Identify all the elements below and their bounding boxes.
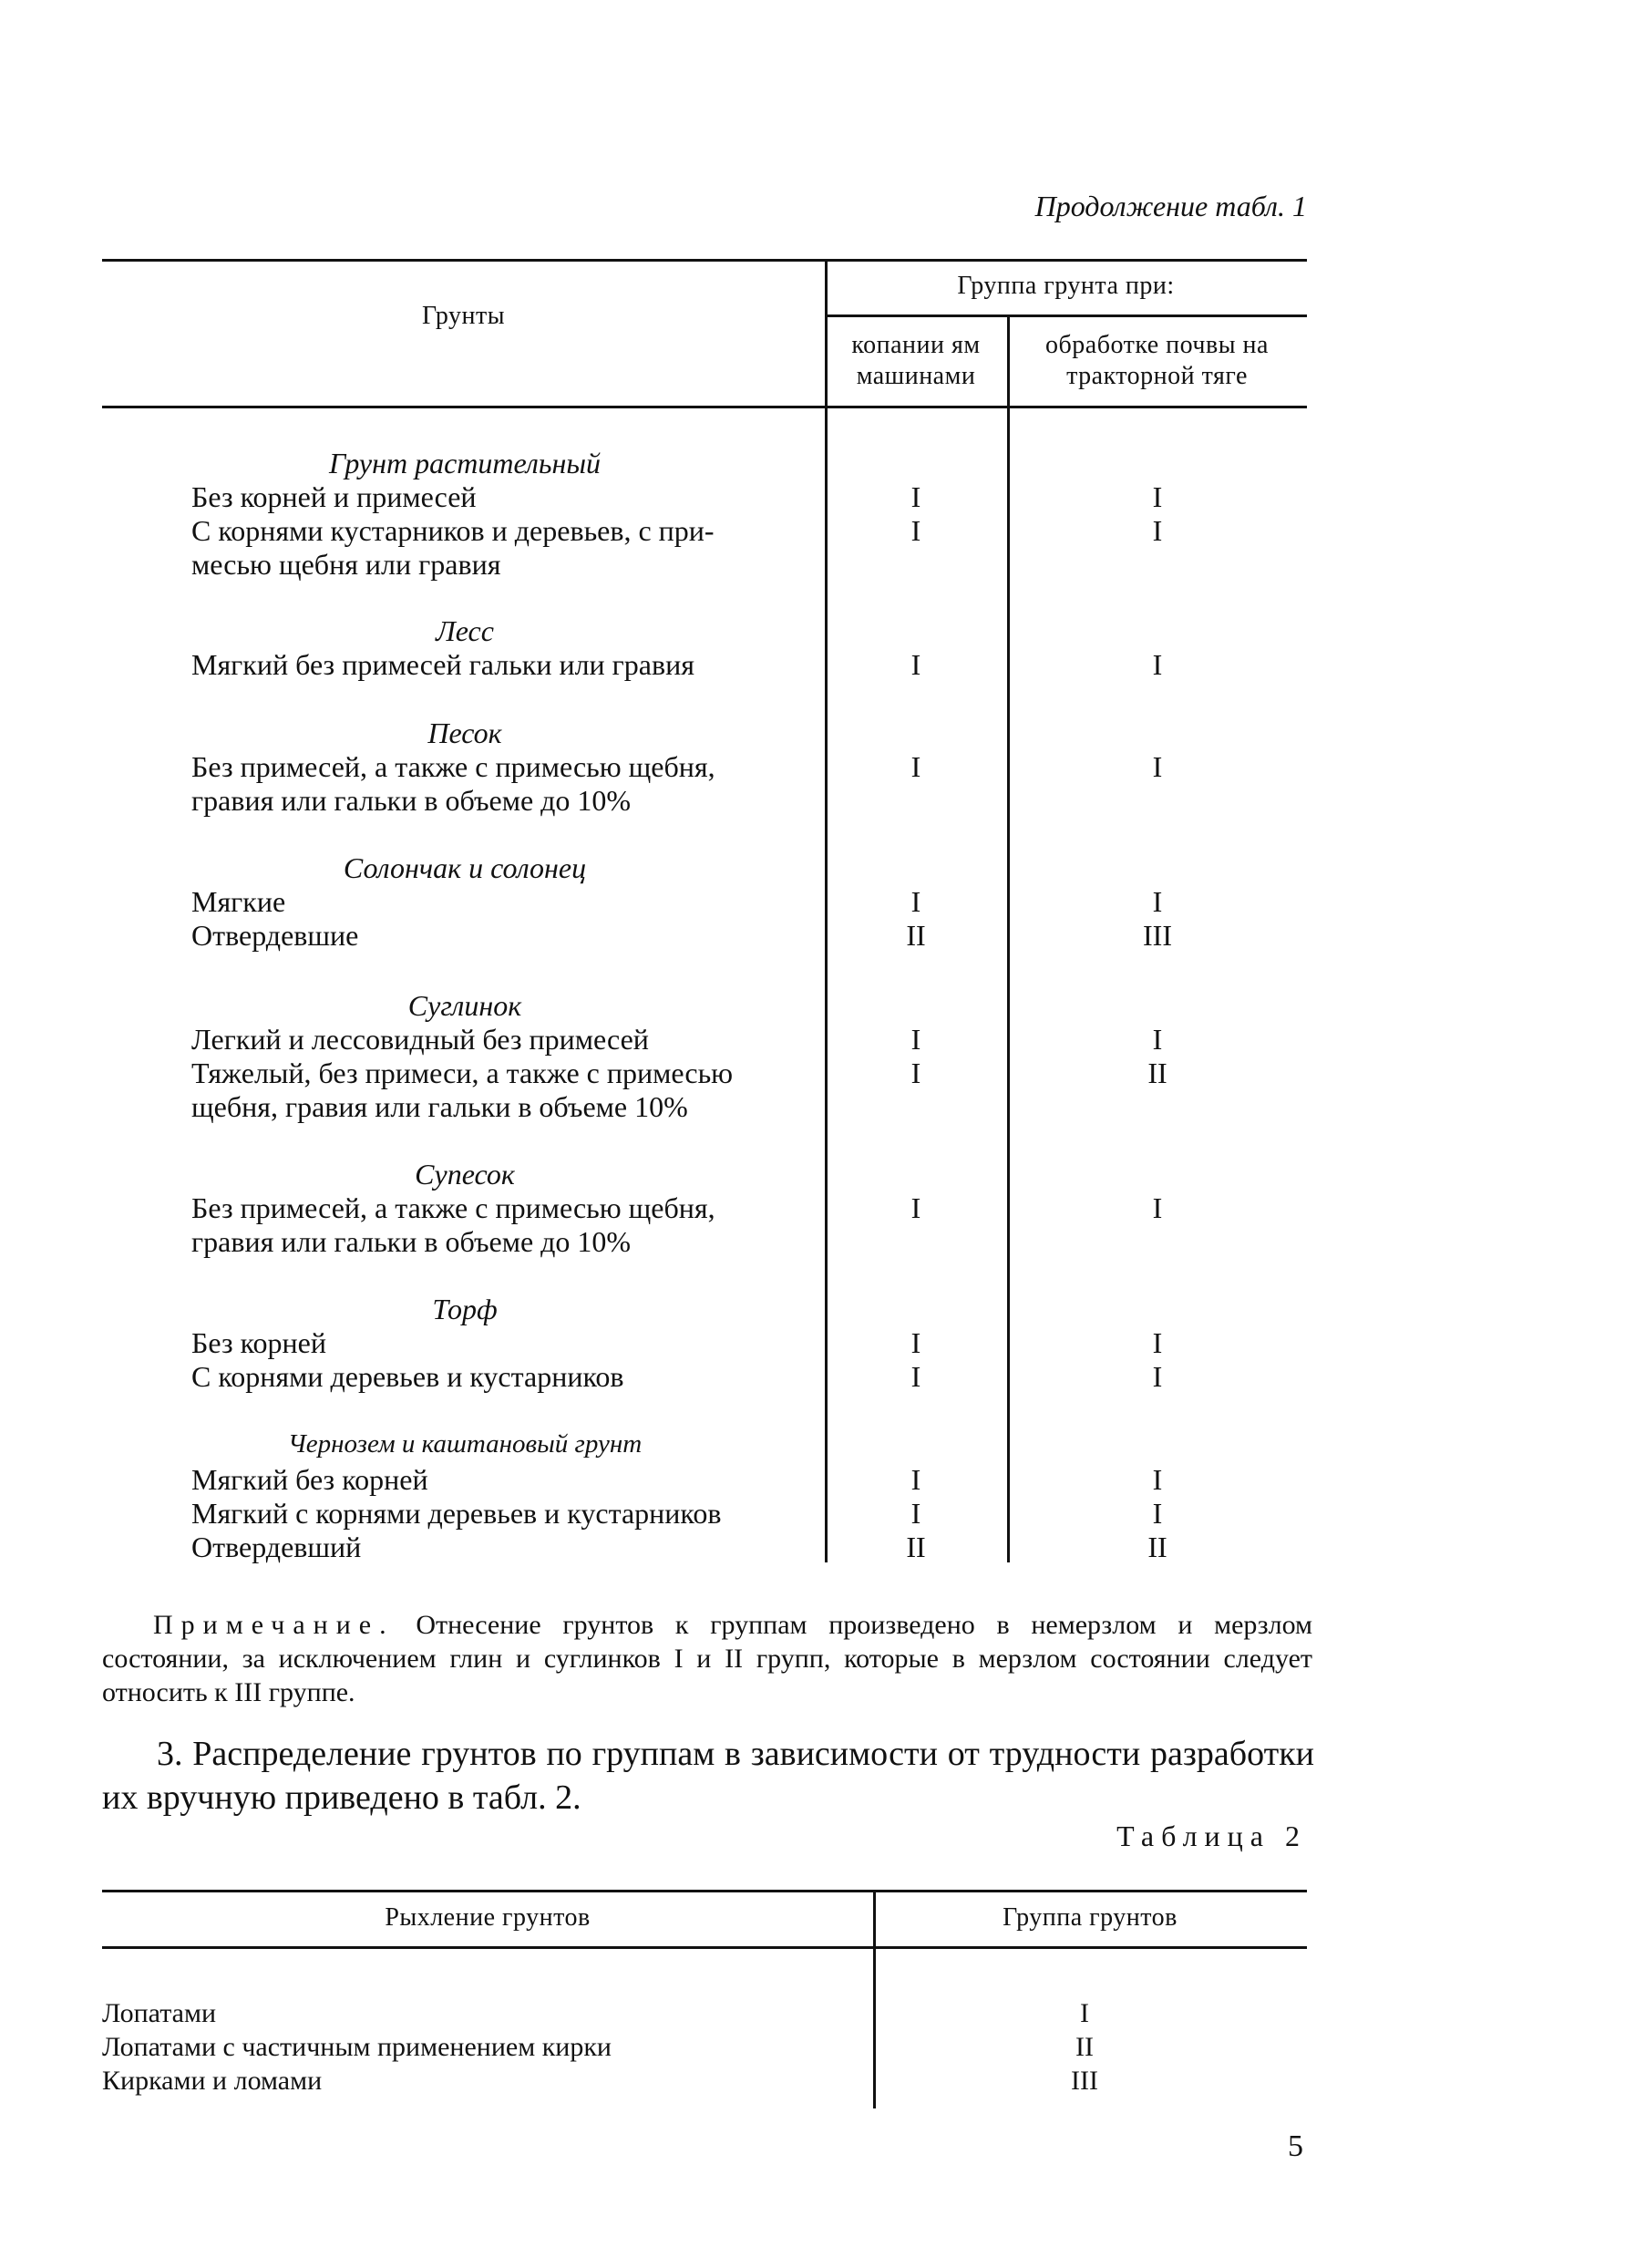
- digging-value: I: [910, 750, 921, 783]
- tractor-value: I: [1152, 750, 1163, 783]
- tractor-value: I: [1152, 480, 1163, 513]
- table-row-label: Мягкие: [191, 885, 286, 918]
- table-row-label: Мягкий с корнями деревьев и кустарников: [191, 1497, 722, 1530]
- digging-value: I: [910, 1023, 921, 1056]
- table-row-label: Без корней и примесей: [191, 480, 477, 513]
- table-row-label: [191, 1057, 811, 1124]
- table-row-label: Мягкий без корней: [191, 1463, 428, 1496]
- continuation-label: Продолжение табл. 1: [1034, 190, 1307, 222]
- group-title: Грунт растительный: [329, 447, 601, 479]
- row-label-line: Без примесей, а также с примесью щебня,: [191, 750, 715, 783]
- tractor-value: II: [1147, 1057, 1167, 1089]
- table-row-label: Легкий и лессовидный без примесей: [191, 1023, 649, 1056]
- table2-header-bottom-border: [102, 1946, 1307, 1949]
- table2-header-loosening: Рыхление грунтов: [385, 1903, 591, 1932]
- table1-header-group: Группа грунта при:: [957, 272, 1175, 300]
- subheader-tractor-line2: тракторной тяге: [1066, 362, 1248, 390]
- table1-subheader-digging: [825, 330, 1007, 392]
- digging-value: I: [910, 648, 921, 681]
- table1-top-border: [102, 259, 1307, 262]
- table2-title: Таблица 2: [1116, 1820, 1307, 1852]
- table1-subheader-tractor: [1007, 330, 1307, 392]
- group-title: Солончак и солонец: [343, 851, 587, 884]
- table1-group-divider: [825, 314, 1307, 317]
- table1-col-divider-2: [1007, 314, 1010, 1562]
- table-row-label: [191, 1191, 811, 1259]
- row-label-line: Тяжелый, без примеси, а также с примесью: [191, 1057, 734, 1089]
- group-title: Суглинок: [407, 989, 522, 1022]
- group-title: Песок: [427, 716, 502, 749]
- group-title: Чернозем и каштановый грунт: [287, 1429, 643, 1459]
- group-title: Супесок: [415, 1158, 515, 1191]
- subheader-digging-line1: копании ям: [851, 331, 981, 359]
- row-label-line: гравия или гальки в объеме до 10%: [191, 784, 632, 817]
- tractor-value: I: [1152, 1326, 1163, 1359]
- table-row-label: [191, 514, 811, 582]
- table-row-label: Отвердевший: [191, 1531, 362, 1563]
- digging-value: I: [910, 480, 921, 513]
- row-label-line: Без примесей, а также с примесью щебня,: [191, 1191, 715, 1224]
- table2-top-border: [102, 1890, 1307, 1892]
- digging-value: I: [910, 885, 921, 918]
- tractor-value: I: [1152, 514, 1163, 547]
- page-number: 5: [1288, 2129, 1303, 2163]
- digging-value: I: [910, 1360, 921, 1393]
- group-title: Торф: [432, 1293, 498, 1325]
- digging-value: I: [910, 1057, 921, 1089]
- table-row-label: Без корней: [191, 1326, 326, 1359]
- table2-header-group: Группа грунтов: [1003, 1903, 1178, 1932]
- table-row-label: [191, 750, 811, 818]
- digging-value: I: [910, 1326, 921, 1359]
- table-row-label: Лопатами: [102, 1998, 217, 2028]
- group-value: III: [1071, 2066, 1098, 2096]
- digging-value: II: [906, 1531, 926, 1563]
- subheader-tractor-line1: обработке почвы на: [1045, 331, 1269, 359]
- tractor-value: I: [1152, 1497, 1163, 1530]
- digging-value: I: [910, 514, 921, 547]
- tractor-value: I: [1152, 1023, 1163, 1056]
- tractor-value: II: [1147, 1531, 1167, 1563]
- table-row-label: Мягкий без примесей гальки или гравия: [191, 648, 694, 681]
- table1-col-divider-1: [825, 259, 828, 1562]
- digging-value: I: [910, 1463, 921, 1496]
- group-value: II: [1075, 2032, 1094, 2062]
- row-label-line: гравия или гальки в объеме до 10%: [191, 1225, 632, 1258]
- group-title: Лесс: [436, 614, 494, 647]
- note-label: Примечание.: [153, 1610, 395, 1640]
- table-row-label: С корнями деревьев и кустарников: [191, 1360, 624, 1393]
- row-label-line: С корнями кустарников и деревьев, с при-: [191, 514, 715, 547]
- row-label-line: месью щебня или гравия: [191, 548, 501, 581]
- paragraph-3: 3. Распределение грунтов по группам в зависимости от трудности разработки их вручную приведено в табл. 2.: [102, 1735, 1314, 1817]
- tractor-value: I: [1152, 648, 1163, 681]
- subheader-digging-line2: машинами: [856, 362, 976, 390]
- table1-header-soils: Грунты: [421, 302, 506, 330]
- table-row-label: Отвердевшие: [191, 919, 359, 952]
- tractor-value: I: [1152, 1360, 1163, 1393]
- note-text: Отнесение грунтов к группам произведено в немерзлом и мерзлом состоянии, за исключением глин и суглинков I и II групп, которые в мерзлом состоянии следует относить к III группе.: [102, 1610, 1312, 1707]
- digging-value: I: [910, 1191, 921, 1224]
- table-row-label: Кирками и ломами: [102, 2066, 323, 2096]
- table-row-label: Лопатами с частичным применением кирки: [102, 2032, 612, 2062]
- table1-header-bottom-border: [102, 406, 1307, 408]
- tractor-value: III: [1143, 919, 1172, 952]
- digging-value: I: [910, 1497, 921, 1530]
- row-label-line: щебня, гравия или гальки в объеме 10%: [191, 1090, 688, 1123]
- group-value: I: [1080, 1998, 1089, 2028]
- tractor-value: I: [1152, 1463, 1163, 1496]
- digging-value: II: [906, 919, 926, 952]
- tractor-value: I: [1152, 885, 1163, 918]
- tractor-value: I: [1152, 1191, 1163, 1224]
- table1-note: [102, 1608, 1312, 1709]
